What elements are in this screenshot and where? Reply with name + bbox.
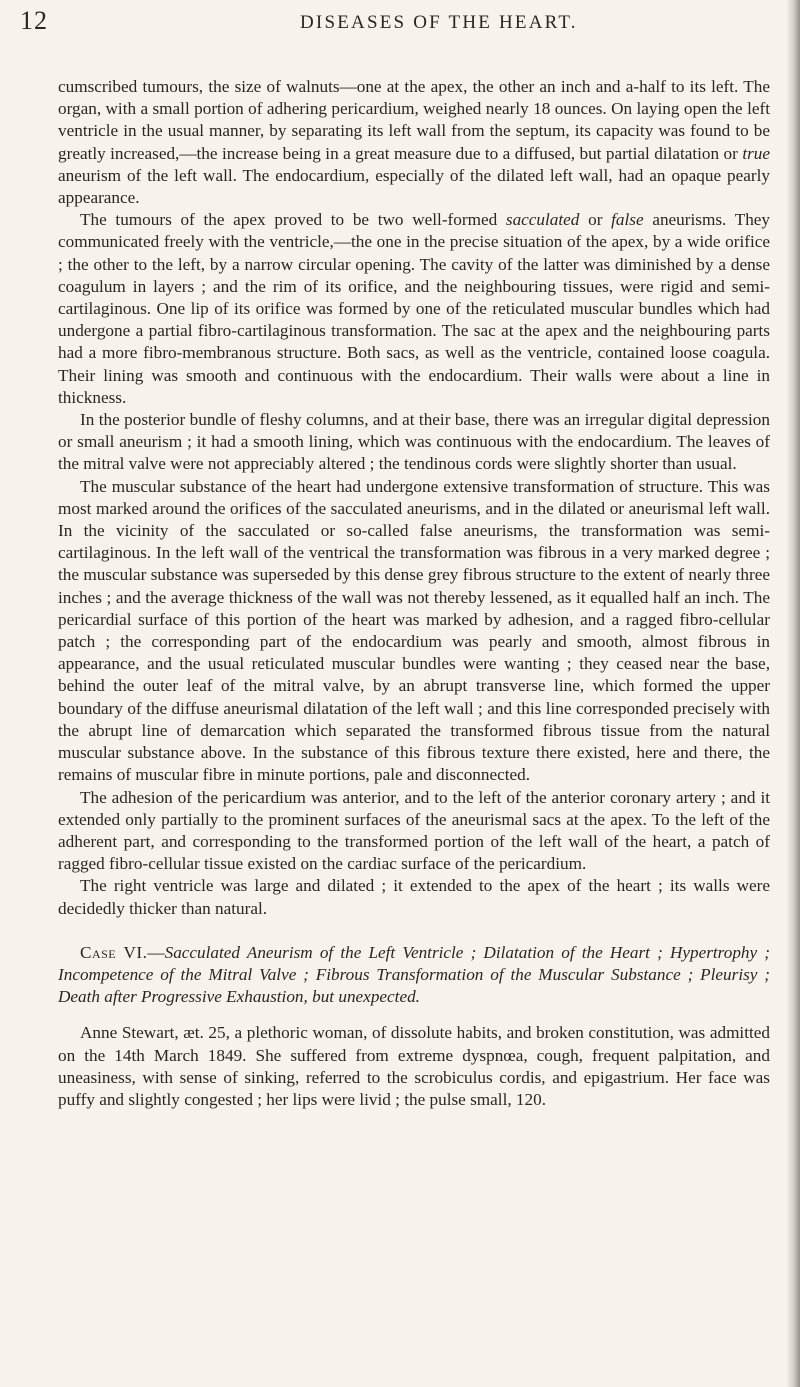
paragraph-5: The adhesion of the pericardium was anterior, and to the left of the anterior coronary artery ; and it extended only partially to the prominent surfaces of the aneurismal sacs at the apex. To the left of the adherent part, and corresponding to the transformed portion of the left wall of the heart, a patch of ragged fibro-cellular tissue existed on the cardiac surface of the pericardium.	[58, 787, 770, 874]
case-title: Sacculated Aneurism of the Left Ventricle ; Dilatation of the Heart ; Hypertrophy ; Incompetence of the Mitral Valve ; Fibrous Transformation of the Muscular Substance ; Pleurisy ; Death after Progressive Exhaustion, but unexpected.	[58, 942, 771, 1007]
case-label: Case VI.	[80, 942, 148, 962]
emphasis-sacculated: sacculated	[505, 210, 580, 230]
spacer	[58, 1008, 770, 1022]
paragraph-2-or: or	[588, 210, 603, 230]
paragraph-2	[58, 209, 770, 409]
paragraph-2-text-continued: aneurisms. They communicated freely with the ventricle,—the one in the precise situation of the apex, by a wide orifice ; the other to the left, by a narrow circular opening. The cavity of the latter was diminished by a dense coagulum in layers ; and the rim of its orifice, and the neighbouring tissues, were rigid and semi-cartilaginous. One lip of its orifice was formed by one of the reticulated muscular bundles which had undergone a partial fibro-cartilaginous transformation. The sac at the apex and the neighbouring parts had a more fibro-membranous structure. Both sacs, as well as the ventricle, contained loose coagula. Their lining was smooth and continuous with the endocardium. Their walls were about a line in thickness.	[58, 210, 771, 407]
paragraph-2-text: The tumours of the apex proved to be two well-formed	[80, 210, 498, 230]
running-head: DISEASES OF THE HEART.	[300, 12, 578, 33]
paragraph-3: In the posterior bundle of fleshy columns, and at their base, there was an irregular digital depression or small aneurism ; it had a smooth lining, which was continuous with the endocardium. The leaves of the mitral valve were not appreciably altered ; the tendinous cords were slightly shorter than usual.	[58, 410, 770, 474]
body-text	[58, 76, 770, 1111]
paragraph-1	[58, 76, 770, 209]
page-header	[0, 6, 800, 38]
paragraph-7: Anne Stewart, æt. 25, a plethoric woman, of dissolute habits, and broken constitution, was admitted on the 14th March 1849. She suffered from extreme dyspnœa, cough, frequent palpitation, and uneasiness, with sense of sinking, referred to the scrobiculus cordis, and epigastrium. Her face was puffy and slightly congested ; her lips were livid ; the pulse small, 120.	[58, 1023, 770, 1109]
case-dash: —	[147, 942, 165, 962]
paragraph-1-text-continued: aneurism of the left wall. The endocardium, especially of the dilated left wall, had an opaque pearly appearance.	[58, 165, 770, 208]
page-edge-shadow	[786, 0, 800, 1387]
page-number: 12	[20, 6, 48, 35]
case-heading	[58, 942, 770, 1009]
emphasis-false: false	[611, 210, 644, 230]
emphasis-true: true	[742, 143, 770, 163]
paragraph-4: The muscular substance of the heart had undergone extensive transformation of structure. This was most marked around the orifices of the sacculated aneurisms, and in the dilated or aneurismal left wall. In the vicinity of the sacculated or so-called false aneurisms, the transformation was semi-cartilaginous. In the left wall of the ventrical the transformation was fibrous in a very marked degree ; the muscular substance was superseded by this dense grey fibrous structure to the extent of nearly three inches ; and the average thickness of the wall was not thereby lessened, as it equalled half an inch. The pericardial surface of this portion of the heart was marked by adhesion, and a ragged fibro-cellular patch ; the corresponding part of the endocardium was pearly and smooth, almost fibrous in appearance, and the usual reticulated muscular bundles were wanting ; they ceased near the base, behind the outer leaf of the mitral valve, by an abrupt transverse line, which formed the upper boundary of the diffuse aneurismal dilatation of the left wall ; and this line corresponded precisely with the abrupt line of demarcation which separated the transformed fibrous tissue from the natural muscular substance above. In the substance of this fibrous texture there existed, here and there, the remains of muscular fibre in minute portions, pale and disconnected.	[58, 476, 770, 785]
paragraph-6: The right ventricle was large and dilated ; it extended to the apex of the heart ; its walls were decidedly thicker than natural.	[58, 876, 770, 918]
paragraph-1-text: cumscribed tumours, the size of walnuts—one at the apex, the other an inch and a-half to its left. The organ, with a small portion of adhering pericardium, weighed nearly 18 ounces. On laying open the left ventricle in the usual manner, by separating its left wall from the septum, its capacity was found to be greatly increased,—the increase being in a great measure due to a diffused, but partial dilatation or	[58, 77, 770, 163]
